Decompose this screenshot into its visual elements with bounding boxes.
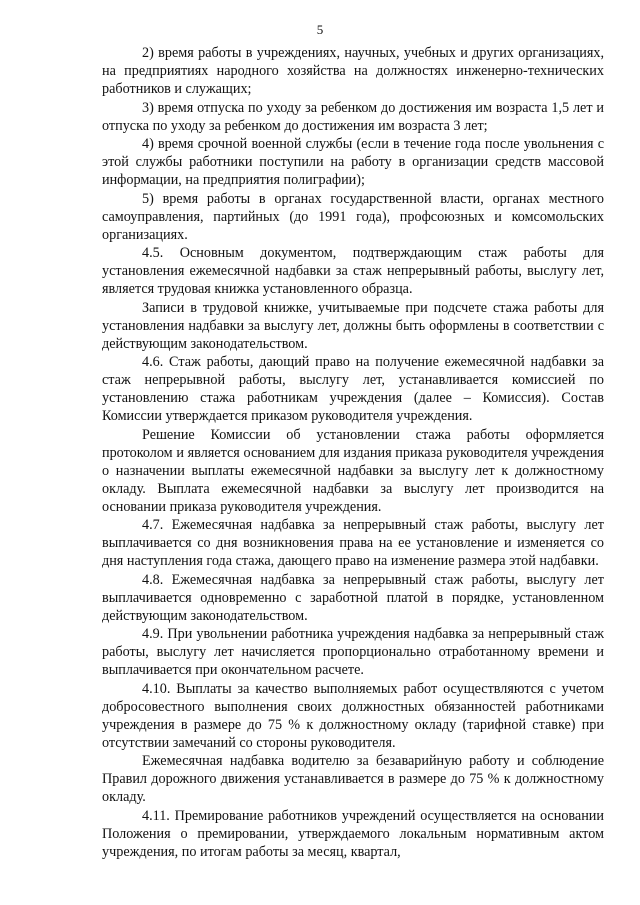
paragraph-4-military-service: 4) время срочной военной службы (если в течение года после увольнения с этой службы работники поступили на работу в организации средств массовой информации, на предприятия полиграфии);	[102, 136, 604, 188]
paragraph-4-11: 4.11. Премирование работников учреждений осуществляется на основании Положения о премировании, утверждаемого локальным нормативным актом учреждения, по итогам работы за месяц, квартал,	[102, 807, 604, 860]
paragraph-work-book-records: Записи в трудовой книжке, учитываемые при подсчете стажа работы для установления надбавки за выслугу лет, должны быть оформлены в соответствии с действующим законодательством.	[102, 299, 604, 352]
paragraph-5-government-work: 5) время работы в органах государственной власти, органах местного самоуправления, партийных (до 1991 года), профсоюзных и комсомольских организациях.	[102, 190, 604, 243]
paragraph-4-9: 4.9. При увольнении работника учреждения надбавка за непрерывный стаж работы, выслугу лет начисляется пропорционально отработанному времени и выплачивается при окончательном расчете.	[102, 626, 604, 678]
paragraph-driver-bonus: Ежемесячная надбавка водителю за безаварийную работу и соблюдение Правил дорожного движения устанавливается в размере до 75 % к должностному окладу.	[102, 753, 604, 805]
paragraph-4-7: 4.7. Ежемесячная надбавка за непрерывный стаж работы, выслугу лет выплачивается со дня возникновения права на ее установление и изменяется со дня наступления года стажа, дающего право на изменение размера этой надбавки.	[102, 517, 604, 569]
page-number: 5	[316, 22, 324, 37]
paragraph-2-work-in-institutions: 2) время работы в учреждениях, научных, учебных и других организациях, на предприятиях народного хозяйства на должностях инженерно-технических работников и служащих;	[102, 45, 604, 97]
document-body	[102, 44, 604, 861]
paragraph-4-10: 4.10. Выплаты за качество выполняемых работ осуществляются с учетом добросовестного выполнения своих должностных обязанностей работниками учреждения в размере до 75 % к должностному окладу (тарифной ставке) при отсутствии замечаний со стороны руководителя.	[102, 680, 604, 751]
paragraph-4-6: 4.6. Стаж работы, дающий право на получение ежемесячной надбавки за стаж непрерывной работы, выслугу лет, устанавливается комиссией по установлению стажа работникам учреждения (далее – Комиссия). Состав Комиссии утверждается приказом руководителя учреждения.	[102, 354, 604, 424]
paragraph-4-8: 4.8. Ежемесячная надбавка за непрерывный стаж работы, выслугу лет выплачивается одновременно с заработной платой в порядке, установленном действующим законодательством.	[102, 571, 604, 624]
paragraph-4-5: 4.5. Основным документом, подтверждающим стаж работы для установления ежемесячной надбавки за стаж непрерывный работы, выслугу лет, является трудовая книжка установленного образца.	[102, 245, 604, 297]
paragraph-commission-decision: Решение Комиссии об установлении стажа работы оформляется протоколом и является основанием для издания приказа руководителя учреждения о назначении выплаты ежемесячной надбавки за выслугу лет к должностному окладу. Выплата ежемесячной надбавки за выслугу лет производится на основании приказа руководителя учреждения.	[102, 426, 604, 515]
paragraph-3-childcare-leave: 3) время отпуска по уходу за ребенком до достижения им возраста 1,5 лет и отпуска по уходу за ребенком до достижения им возраста 3 лет;	[102, 99, 604, 134]
